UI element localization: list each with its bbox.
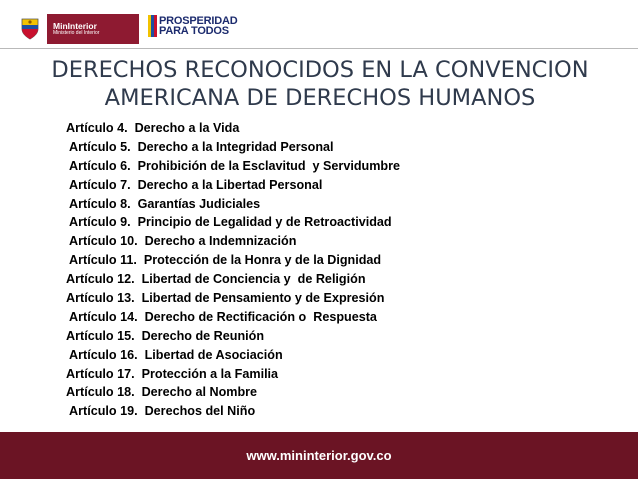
list-item: Artículo 7. Derecho a la Libertad Personal xyxy=(69,177,323,192)
list-item: Artículo 16. Libertad de Asociación xyxy=(69,347,283,362)
slide-title xyxy=(40,56,600,112)
slide-title-line-1: DERECHOS RECONOCIDOS EN LA CONVENCION xyxy=(51,57,589,83)
prosperidad-para-todos-logo[interactable] xyxy=(148,15,237,37)
list-item: Artículo 8. Garantías Judiciales xyxy=(69,196,261,211)
list-item: Artículo 15. Derecho de Reunión xyxy=(66,328,265,343)
ministry-text xyxy=(47,22,99,36)
list-item: Artículo 14. Derecho de Rectificación o Respuesta xyxy=(69,309,377,324)
mininterior-logo[interactable] xyxy=(13,14,139,44)
list-item: Artículo 19. Derechos del Niño xyxy=(69,404,256,419)
ministry-subtitle: Ministerio del Interior xyxy=(53,29,100,36)
campaign-line-1: PROSPERIDAD xyxy=(159,14,238,27)
ministry-name: MinInterior xyxy=(53,20,97,31)
list-item: Artículo 11. Protección de la Honra y de la Dignidad xyxy=(69,253,382,268)
articles-list xyxy=(66,119,400,421)
footer-website-link[interactable]: www.mininterior.gov.co xyxy=(246,448,392,463)
list-item: Artículo 10. Derecho a Indemnización xyxy=(69,234,297,249)
colombia-flag-icon xyxy=(148,15,157,37)
list-item: Artículo 12. Libertad de Conciencia y de Religión xyxy=(66,272,366,287)
coat-of-arms-icon xyxy=(13,14,47,44)
campaign-line-2: PARA TODOS xyxy=(159,25,229,37)
header-divider xyxy=(0,48,638,49)
list-item: Artículo 18. Derecho al Nombre xyxy=(66,385,258,400)
slide-title-line-2: AMERICANA DE DERECHOS HUMANOS xyxy=(104,85,536,111)
list-item: Artículo 17. Protección a la Familia xyxy=(66,366,279,381)
campaign-text xyxy=(159,16,237,37)
list-item: Artículo 5. Derecho a la Integridad Personal xyxy=(69,139,334,154)
list-item: Artículo 4. Derecho a la Vida xyxy=(66,121,240,135)
list-item: Artículo 13. Libertad de Pensamiento y de Expresión xyxy=(66,291,385,306)
list-item: Artículo 9. Principio de Legalidad y de Retroactividad xyxy=(69,215,392,230)
header xyxy=(0,0,638,48)
list-item: Artículo 6. Prohibición de la Esclavitud y Servidumbre xyxy=(69,158,401,173)
footer-bar xyxy=(0,432,638,479)
